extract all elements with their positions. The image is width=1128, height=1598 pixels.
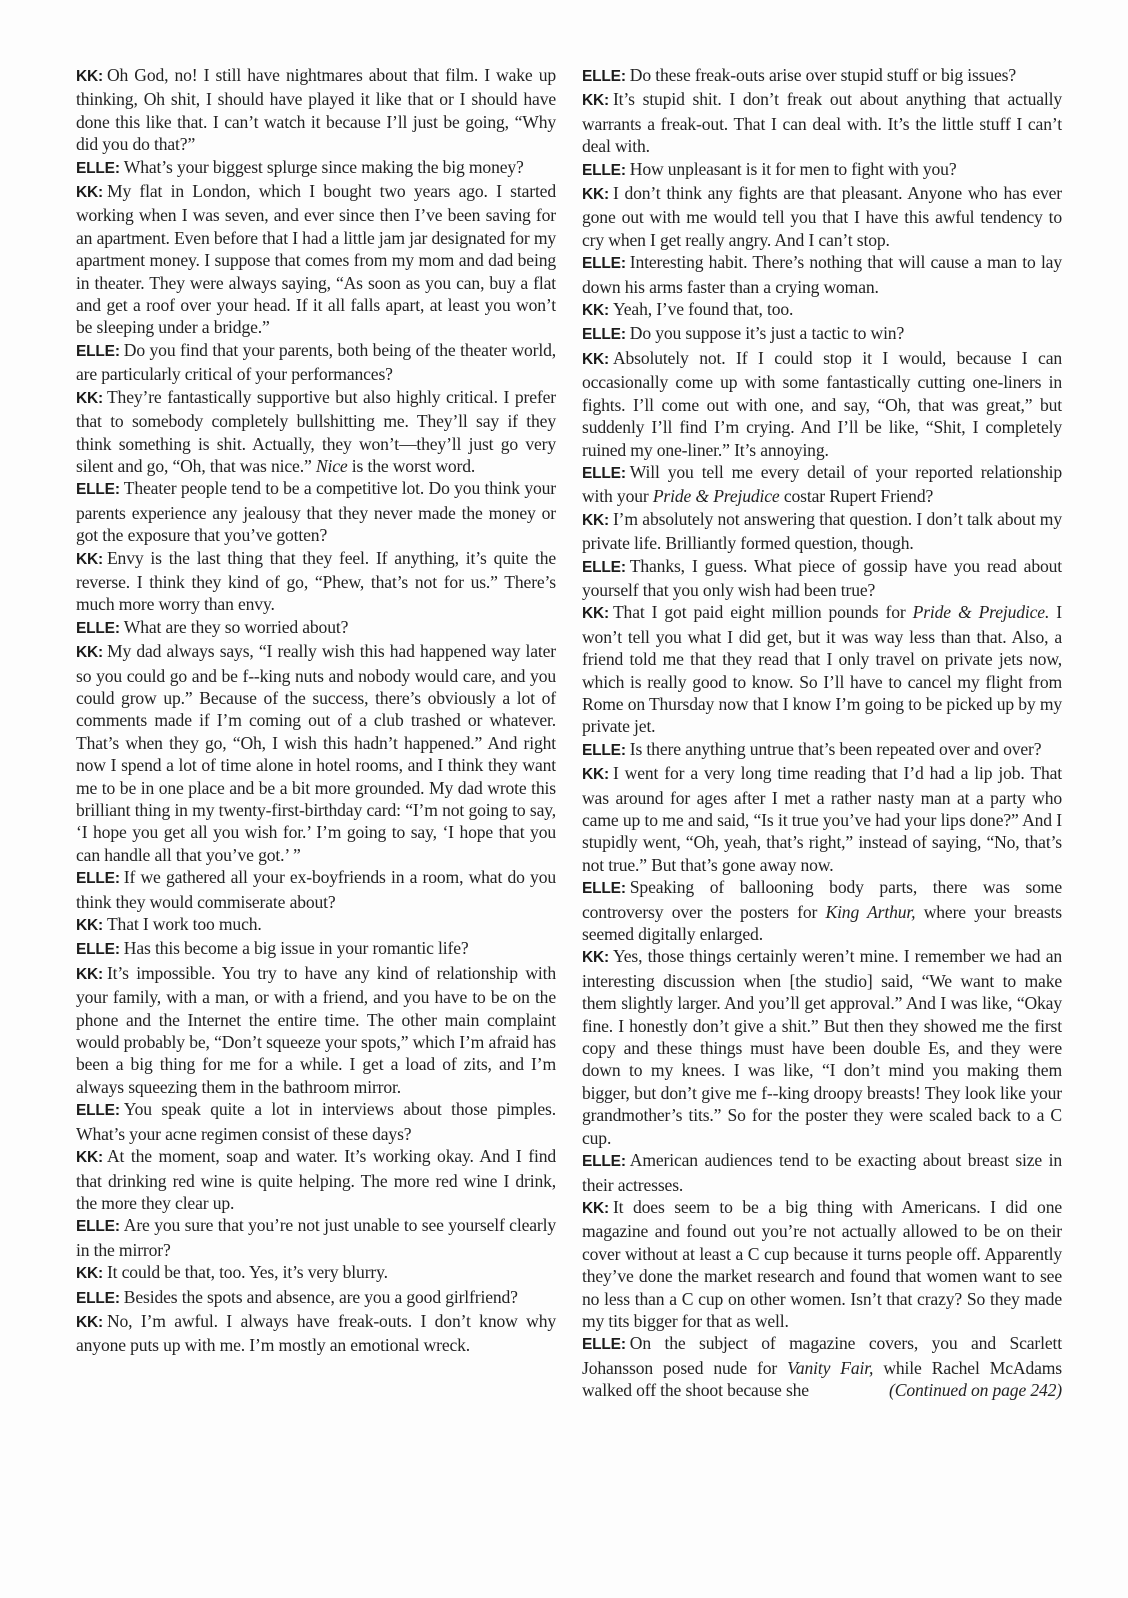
speaker-label: KK: — [582, 302, 609, 320]
paragraph-text: I’m absolutely not answering that question. I don’t talk about my private life. Brilliantly formed question, though. — [582, 508, 1062, 554]
interview-paragraph — [76, 937, 556, 961]
interview-paragraph — [76, 477, 556, 546]
speaker-label: KK: — [76, 1149, 103, 1167]
interview-paragraph — [582, 251, 1062, 298]
paragraph-text: At the moment, soap and water. It’s working okay. And I find that drinking red wine is quite helping. The more red wine I drink, the more they clear up. — [76, 1146, 556, 1213]
speaker-label: KK: — [76, 1313, 103, 1331]
paragraph-text: Yeah, I’ve found that, too. — [612, 299, 794, 320]
interview-paragraph — [582, 876, 1062, 945]
paragraph-text: They’re fantastically supportive but also highly critical. I prefer that to somebody completely bullshitting me. They’ll say if they think something is shit. Actually, they won’t—they’ll just go very silent and go, “Oh, that was nice.” — [76, 386, 556, 476]
italic-title: King Arthur, — [825, 901, 916, 922]
interview-paragraph — [582, 88, 1062, 157]
interview-paragraph — [582, 762, 1062, 876]
paragraph-text: Theater people tend to be a competitive lot. Do you think your parents experience any jealousy that they never made the money or got the exposure that you’ve gotten? — [76, 478, 556, 546]
speaker-label: ELLE: — [582, 326, 626, 344]
speaker-label: KK: — [76, 644, 103, 662]
paragraph-text: costar Rupert Friend? — [779, 486, 934, 507]
speaker-label: ELLE: — [582, 1153, 626, 1171]
interview-paragraph — [582, 945, 1062, 1149]
interview-paragraph — [582, 298, 1062, 322]
speaker-label: KK: — [76, 1265, 103, 1283]
interview-paragraph — [76, 386, 556, 478]
paragraph-text: Speaking of ballooning body parts, there was some controversy over the posters for — [582, 877, 1062, 922]
interview-paragraph — [76, 156, 556, 180]
speaker-label: KK: — [76, 917, 103, 935]
speaker-label: ELLE: — [76, 619, 120, 637]
speaker-label: ELLE: — [582, 161, 626, 179]
speaker-label: KK: — [76, 389, 103, 407]
paragraph-text: My flat in London, which I bought two years ago. I started working when I was seven, and ever since then I’ve been saving for an apartment. Even before that I had a little jam jar designated for my apartment money. I suppose that comes from my mom and dad being in theater. They were always saying, “As soon as you can, buy a flat and get a roof over your head. If it all falls apart, at least you won’t be sleeping under a bridge.” — [76, 181, 556, 338]
italic-title: Pride & Prejudice — [652, 486, 780, 507]
paragraph-text: while Rachel McAdams walked off the shoot because she — [582, 1357, 1062, 1401]
speaker-label: KK: — [582, 949, 609, 967]
speaker-label: ELLE: — [582, 741, 626, 759]
interview-paragraph — [76, 1261, 556, 1285]
interview-paragraph — [76, 913, 556, 937]
speaker-label: KK: — [76, 184, 103, 202]
interview-paragraph — [76, 547, 556, 616]
italic-title: Pride & Prejudice. — [912, 602, 1050, 623]
interview-paragraph — [76, 1214, 556, 1261]
paragraph-text: Has this become a big issue in your romantic life? — [123, 938, 469, 959]
interview-paragraph — [76, 640, 556, 866]
speaker-label: ELLE: — [582, 68, 626, 85]
interview-paragraph — [76, 64, 556, 156]
interview-paragraph — [582, 158, 1062, 182]
speaker-label: KK: — [76, 550, 103, 568]
speaker-label: ELLE: — [76, 870, 120, 888]
paragraph-text: How unpleasant is it for men to fight with you? — [629, 158, 957, 179]
speaker-label: KK: — [582, 92, 609, 110]
paragraph-text: That I got paid eight million pounds for — [612, 602, 913, 623]
speaker-label: KK: — [582, 605, 609, 623]
speaker-label: ELLE: — [76, 159, 120, 177]
speaker-label: ELLE: — [76, 1102, 120, 1120]
paragraph-text: Yes, those things certainly weren’t mine. I remember we had an interesting discussion when [the studio] said, “We want to make them slightly larger. And you’ll get approval.” And I was like, “Okay fine. I honestly don’t give a shit.” But then they showed me the first copy and these things must have been double Es, and they were down to my knees. I was like, “I don’t mind you making them bigger, but don’t give me f--king droopy breasts! They look like your grandmother’s tits.” So for the poster they were scaled back to a C cup. — [582, 946, 1062, 1148]
speaker-label: ELLE: — [76, 941, 120, 959]
paragraph-text: On the subject of magazine covers, you and Scarlett Johansson posed nude for — [582, 1333, 1062, 1378]
paragraph-text: is the worst word. — [347, 455, 476, 476]
speaker-label: KK: — [582, 766, 609, 784]
paragraph-text: That I work too much. — [106, 914, 262, 935]
paragraph-text: where your breasts seemed digitally enlarged. — [582, 901, 1062, 945]
paragraph-text: Do these freak-outs arise over stupid stuff or big issues? — [629, 65, 1017, 85]
speaker-label: ELLE: — [76, 481, 120, 499]
interview-paragraph — [582, 1332, 1062, 1401]
speaker-label: KK: — [76, 965, 103, 983]
paragraph-text: I don’t think any fights are that pleasant. Anyone who has ever gone out with me would tell you that I have this awful tendency to cry when I get really angry. And I can’t stop. — [582, 183, 1062, 250]
speaker-label: ELLE: — [582, 255, 626, 273]
paragraph-text: If we gathered all your ex-boyfriends in a room, what do you think they would commiserate about? — [76, 867, 556, 912]
interview-paragraph — [582, 461, 1062, 508]
speaker-label: KK: — [582, 350, 609, 368]
interview-paragraph — [582, 601, 1062, 737]
paragraph-text: Envy is the last thing that they feel. If anything, it’s quite the reverse. I think they kind of go, “Phew, that’s not for us.” There’s much more worry than envy. — [76, 547, 556, 615]
paragraph-text: What’s your biggest splurge since making the big money? — [123, 156, 524, 177]
paragraph-text: It’s impossible. You try to have any kind of relationship with your family, with a man, or with a friend, and you have to be on the phone and the Internet the entire time. The other main complaint would probably be, “Don’t squeeze your spots,” which I’m afraid has been a big thing for me for a while. I get a load of zits, and I’m always squeezing them in the bathroom mirror. — [76, 962, 556, 1097]
speaker-label: ELLE: — [582, 880, 626, 898]
paragraph-text: My dad always says, “I really wish this had happened way later so you could go and be f--king nuts and nobody would care, and you could grow up.” Because of the success, there’s obviously a lot of comments made if I’m coming out of a club trashed or whatever. That’s when they go, “Oh, I wish this hadn’t happened.” And right now I spend a lot of time alone in hotel rooms, and I think they want me to be in one place and be a bit more grounded. My dad wrote this brilliant thing in my twenty-first-birthday card: “I’m not going to say, ‘I hope you get all you wish for.’ I’m going to say, ‘I hope that you can handle all that you’ve got.’ ” — [76, 641, 556, 865]
interview-paragraph — [582, 1196, 1062, 1332]
speaker-label: KK: — [582, 511, 609, 529]
interview-paragraph — [76, 1286, 556, 1310]
paragraph-text: I went for a very long time reading that I’d had a lip job. That was around for ages after I met a rather nasty man at a party who came up to me and said, “Is it true you’ve had your lips done?” And I stupidly went, “Oh, yeah, that’s right,” instead of saying, “No, that’s not true.” But that’s gone away now. — [582, 763, 1062, 875]
interview-paragraph — [582, 347, 1062, 461]
interview-paragraph — [76, 1098, 556, 1145]
interview-paragraph — [76, 866, 556, 913]
interview-paragraph — [76, 1310, 556, 1357]
paragraph-text: Are you sure that you’re not just unable to see yourself clearly in the mirror? — [76, 1215, 556, 1260]
interview-paragraph — [76, 962, 556, 1098]
interview-paragraph — [582, 64, 1062, 88]
left-column — [76, 64, 556, 1357]
paragraph-text: Do you suppose it’s just a tactic to win? — [629, 323, 905, 344]
paragraph-text: Will you tell me every detail of your reported relationship with your — [582, 461, 1062, 507]
italic-title: Nice — [315, 455, 348, 476]
speaker-label: ELLE: — [76, 1289, 120, 1307]
paragraph-text: Besides the spots and absence, are you a good girlfriend? — [123, 1286, 518, 1307]
interview-paragraph — [582, 738, 1062, 762]
paragraph-text: Thanks, I guess. What piece of gossip have you read about yourself that you only wish had been true? — [582, 555, 1062, 600]
paragraph-text: It does seem to be a big thing with Americans. I did one magazine and found out you’re not actually allowed to be on their cover without at least a C cup because it turns people off. Apparently they’ve done the market research and found that women want to see no less than a C cup on other women. Isn’t that crazy? So they made my tits bigger for that as well. — [582, 1196, 1062, 1331]
paragraph-text: It could be that, too. Yes, it’s very blurry. — [106, 1262, 388, 1283]
paragraph-text: What are they so worried about? — [123, 616, 349, 637]
speaker-label: ELLE: — [76, 342, 120, 360]
paragraph-text: Is there anything untrue that’s been repeated over and over? — [629, 738, 1042, 759]
interview-paragraph — [582, 555, 1062, 602]
interview-paragraph — [76, 339, 556, 386]
speaker-label: ELLE: — [76, 1218, 120, 1236]
paragraph-text: Do you find that your parents, both being of the theater world, are particularly critical of your performances? — [76, 339, 556, 385]
speaker-label: KK: — [582, 186, 609, 204]
speaker-label: KK: — [582, 1199, 609, 1217]
italic-title: Vanity Fair, — [787, 1357, 874, 1378]
speaker-label: KK: — [76, 68, 103, 85]
paragraph-text: I won’t tell you what I did get, but it was way less than that. Also, a friend told me that they read that I only travel on private jets now, which is really good to know. So I’ll have to cancel my flight from Rome on Thursday now that I know I’m going to be picked up by my private jet. — [582, 602, 1062, 737]
interview-paragraph — [582, 182, 1062, 251]
paragraph-text: Oh God, no! I still have nightmares about that film. I wake up thinking, Oh shit, I should have played it like that or I should have done this like that. I can’t watch it because I’ll just be going, “Why did you do that?” — [76, 65, 556, 155]
paragraph-text: Interesting habit. There’s nothing that will cause a man to lay down his arms faster than a crying woman. — [582, 252, 1062, 297]
paragraph-text: Absolutely not. If I could stop it I would, because I can occasionally come up with some fantastically cutting one-liners in fights. I’ll come out with one, and say, “Oh, that was great,” but suddenly I’ll find I’m crying. And I’ll be like, “Shit, I completely ruined my one-liner.” It’s annoying. — [582, 347, 1062, 460]
interview-paragraph — [76, 1145, 556, 1214]
interview-paragraph — [76, 180, 556, 339]
interview-paragraph — [582, 508, 1062, 555]
paragraph-text: It’s stupid shit. I don’t freak out about anything that actually warrants a freak-out. That I can deal with. It’s the little stuff I can’t deal with. — [582, 89, 1062, 157]
interview-paragraph — [582, 1149, 1062, 1196]
interview-paragraph — [76, 616, 556, 640]
speaker-label: ELLE: — [582, 464, 626, 482]
speaker-label: ELLE: — [582, 558, 626, 576]
paragraph-text: You speak quite a lot in interviews about those pimples. What’s your acne regimen consist of these days? — [76, 1099, 556, 1144]
continued-note: (Continued on page 242) — [889, 1380, 1062, 1401]
paragraph-text: American audiences tend to be exacting about breast size in their actresses. — [582, 1150, 1062, 1195]
speaker-label: ELLE: — [582, 1336, 626, 1354]
paragraph-text: No, I’m awful. I always have freak-outs. I don’t know why anyone puts up with me. I’m mostly an emotional wreck. — [76, 1310, 556, 1356]
interview-paragraph — [582, 322, 1062, 346]
right-column — [582, 64, 1062, 1402]
